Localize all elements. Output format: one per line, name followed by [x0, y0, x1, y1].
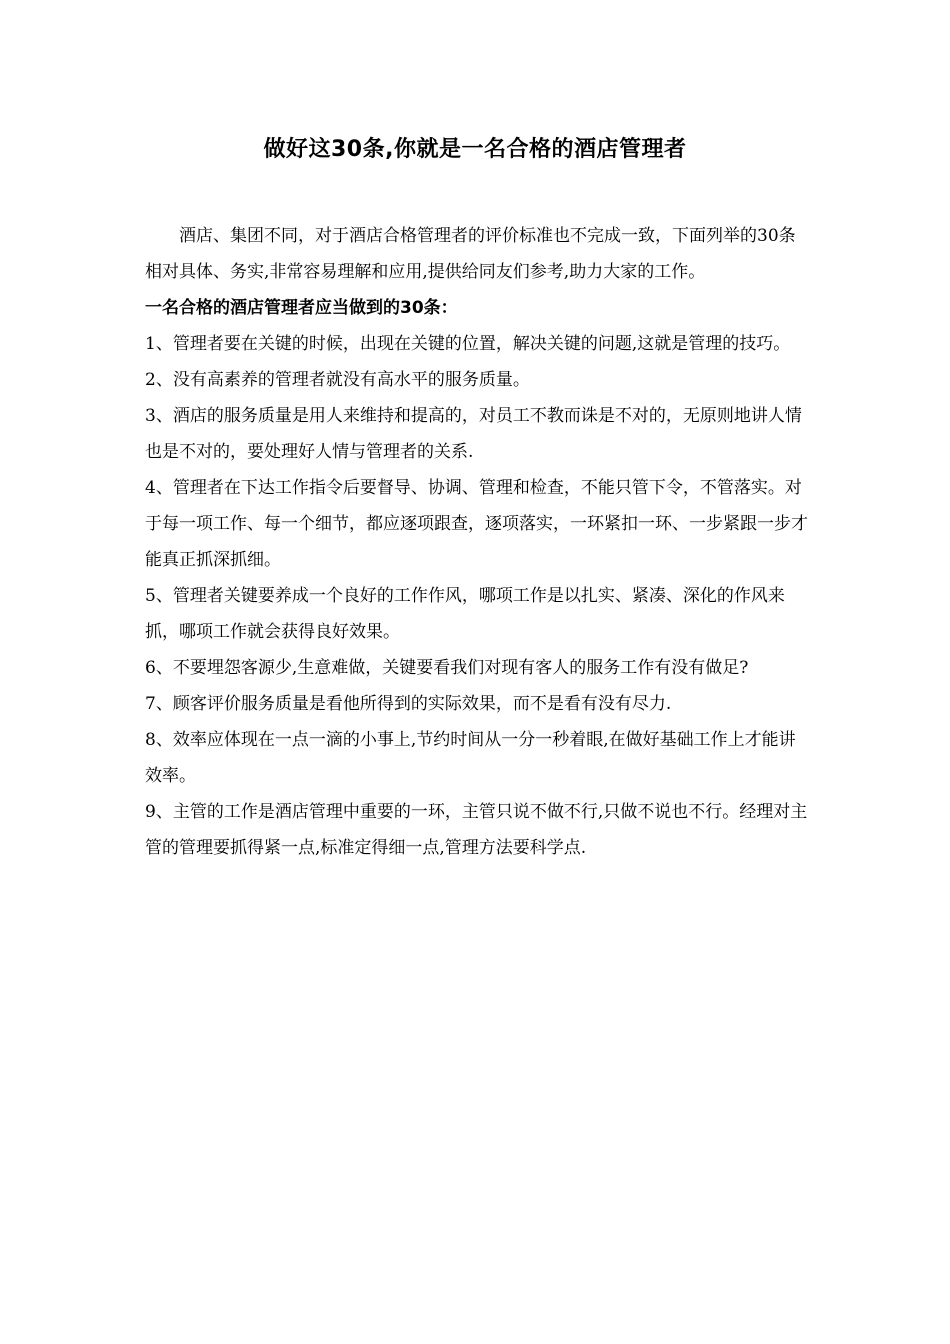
list-item: 9、主管的工作是酒店管理中重要的一环，主管只说不做不行,只做不说也不行。经理对主管的管理要抓得紧一点,标准定得细一点,管理方法要科学点. — [145, 802, 808, 858]
intro-paragraph: 酒店、集团不同，对于酒店合格管理者的评价标准也不完成一致，下面列举的30条相对具体、务实,非常容易理解和应用,提供给同友们参考,助力大家的工作。 — [145, 226, 796, 282]
list-heading: 一名合格的酒店管理者应当做到的30条： — [145, 298, 458, 318]
list-item: 4、管理者在下达工作指令后要督导、协调、管理和检查，不能只管下令，不管落实。对于每一项工作、每一个细节，都应逐项跟查，逐项落实，一环紧扣一环、一步紧跟一步才能真正抓深抓细。 — [145, 478, 808, 570]
list-item: 5、管理者关键要养成一个良好的工作作风，哪项工作是以扎实、紧凑、深化的作风来抓，哪项工作就会获得良好效果。 — [145, 586, 785, 642]
list-item: 2、没有高素养的管理者就没有高水平的服务质量。 — [145, 370, 530, 390]
list-item: 8、效率应体现在一点一滴的小事上,节约时间从一分一秒着眼,在做好基础工作上才能讲效率。 — [145, 730, 796, 786]
list-item: 3、酒店的服务质量是用人来维持和提高的，对员工不教而诛是不对的，无原则地讲人情也是不对的，要处理好人情与管理者的关系. — [145, 406, 802, 462]
document-title: 做好这30条,你就是一名合格的酒店管理者 — [263, 137, 687, 162]
list-item: 1、管理者要在关键的时候，出现在关键的位置，解决关键的问题,这就是管理的技巧。 — [145, 334, 791, 354]
list-item: 6、不要埋怨客源少,生意难做，关键要看我们对现有客人的服务工作有没有做足? — [145, 658, 749, 678]
list-item: 7、顾客评价服务质量是看他所得到的实际效果，而不是看有没有尽力. — [145, 694, 672, 714]
document-body — [145, 218, 810, 866]
